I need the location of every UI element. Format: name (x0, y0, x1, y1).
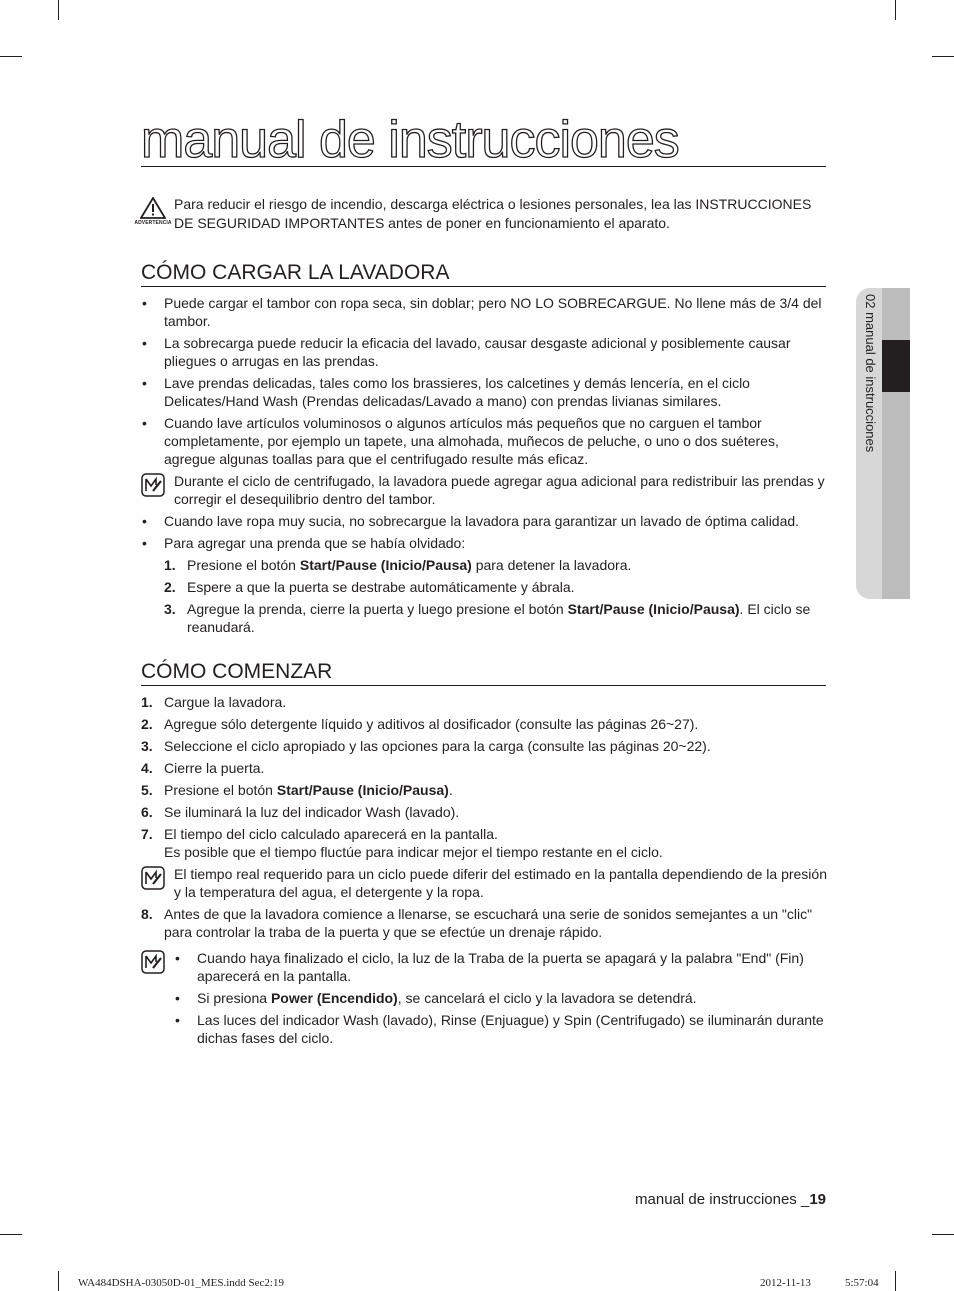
step: 7. El tiempo del ciclo calculado aparecerá en la pantalla. Es posible que el tiempo fluctúe para indicar mejor el tiempo restante en el ciclo. (141, 826, 663, 860)
section-start-body (141, 693, 831, 1051)
crop-mark (0, 56, 22, 57)
note-block (141, 949, 831, 1047)
crop-mark (932, 1234, 954, 1235)
page-title: manual de instrucciones (141, 110, 826, 167)
warning-label: ADVERTENCIA (134, 220, 172, 226)
section-loading-body (141, 294, 831, 640)
note-icon (141, 866, 165, 894)
sub-step: 3. Agregue la prenda, cierre la puerta y luego presione el botón Start/Pause (Inicio/Pausa). El ciclo se reanudará. (164, 601, 811, 635)
slug-file: WA484DSHA-03050D-01_MES.indd Sec2:19 (78, 1277, 284, 1289)
crop-mark (58, 1271, 59, 1291)
section-title-loading: CÓMO CARGAR LA LAVADORA (141, 260, 826, 287)
slug-date: 2012-11-13 (760, 1277, 811, 1289)
list-item: • Las luces del indicador Wash (lavado), Rinse (Enjuague) y Spin (Centrifugado) se iluminarán durante dichas fases del ciclo. (175, 1012, 824, 1046)
list-item: • Cuando haya finalizado el ciclo, la luz de la Traba de la puerta se apagará y la palabra "End" (Fin) aparecerá en la pantalla. (175, 950, 804, 984)
list-item: • Puede cargar el tambor con ropa seca, sin doblar; pero NO LO SOBRECARGUE. No llene más de 3/4 del tambor. (142, 295, 822, 329)
list-item: • Para agregar una prenda que se había olvidado: (142, 535, 466, 551)
sub-step: 1. Presione el botón Start/Pause (Inicio/Pausa) para detener la lavadora. (164, 557, 632, 573)
list-item: • Cuando lave artículos voluminosos o algunos artículos más pequeños que no carguen el tambor completamente, por ejemplo un tapete, una almohada, muñecos de peluche, o uno o dos suéteres, agregue algunas toallas para que el centrifugado resulte más eficaz. (142, 415, 779, 467)
step: 5. Presione el botón Start/Pause (Inicio/Pausa). (141, 782, 453, 798)
page-number: 19 (809, 1191, 826, 1208)
warning-block (133, 195, 827, 233)
list-item: • Si presiona Power (Encendido), se cancelará el ciclo y la lavadora se detendrá. (175, 990, 697, 1006)
chapter-tab (856, 288, 910, 599)
chapter-tab-label: 02 manual de instrucciones (863, 294, 878, 453)
crop-mark (0, 1234, 22, 1235)
note-icon (141, 473, 165, 501)
step: 1. Cargue la lavadora. (141, 694, 287, 710)
note-block: El tiempo real requerido para un ciclo puede diferir del estimado en la pantalla dependiendo de la presión y la temperatura del agua, el detergente y la ropa. (141, 865, 831, 901)
page-footer: manual de instrucciones _19 (635, 1191, 826, 1208)
step: 6. Se iluminará la luz del indicador Wash (lavado). (141, 804, 460, 820)
section-title-start: CÓMO COMENZAR (141, 659, 826, 686)
list-item: • Cuando lave ropa muy sucia, no sobrecargue la lavadora para garantizar un lavado de óptima calidad. (142, 513, 800, 529)
step: 8. Antes de que la lavadora comience a llenarse, se escuchará una serie de sonidos semejantes a un "clic" para controlar la traba de la puerta y que se efectúe un drenaje rápido. (141, 906, 813, 940)
crop-mark (895, 1271, 896, 1291)
crop-mark (895, 0, 896, 20)
crop-mark (58, 0, 59, 20)
note-block: Durante el ciclo de centrifugado, la lavadora puede agregar agua adicional para redistribuir las prendas y corregir el desequilibrio dentro del tambor. (141, 472, 831, 508)
crop-mark (932, 56, 954, 57)
warning-text: Para reducir el riesgo de incendio, descarga eléctrica o lesiones personales, lea las INSTRUCCIONES DE SEGURIDAD IMPORTANTES antes de poner en funcionamiento el aparato. (174, 196, 812, 231)
sub-step: 2. Espere a que la puerta se destrabe automáticamente y ábrala. (164, 579, 575, 595)
slug-time: 5:57:04 (845, 1277, 879, 1289)
list-item: • Lave prendas delicadas, tales como los brassieres, los calcetines y demás lencería, en el ciclo Delicates/Hand Wash (Prendas delicadas/Lavado a mano) con prendas livianas similares. (142, 375, 750, 409)
step: 4. Cierre la puerta. (141, 760, 265, 776)
step: 3. Seleccione el ciclo apropiado y las opciones para la carga (consulte las páginas 20~22). (141, 738, 711, 754)
step: 2. Agregue sólo detergente líquido y aditivos al dosificador (consulte las páginas 26~27). (141, 716, 699, 732)
warning-icon (133, 197, 173, 226)
list-item: • La sobrecarga puede reducir la eficacia del lavado, causar desgaste adicional y posiblemente causar pliegues o arrugas en las prendas. (142, 335, 791, 369)
